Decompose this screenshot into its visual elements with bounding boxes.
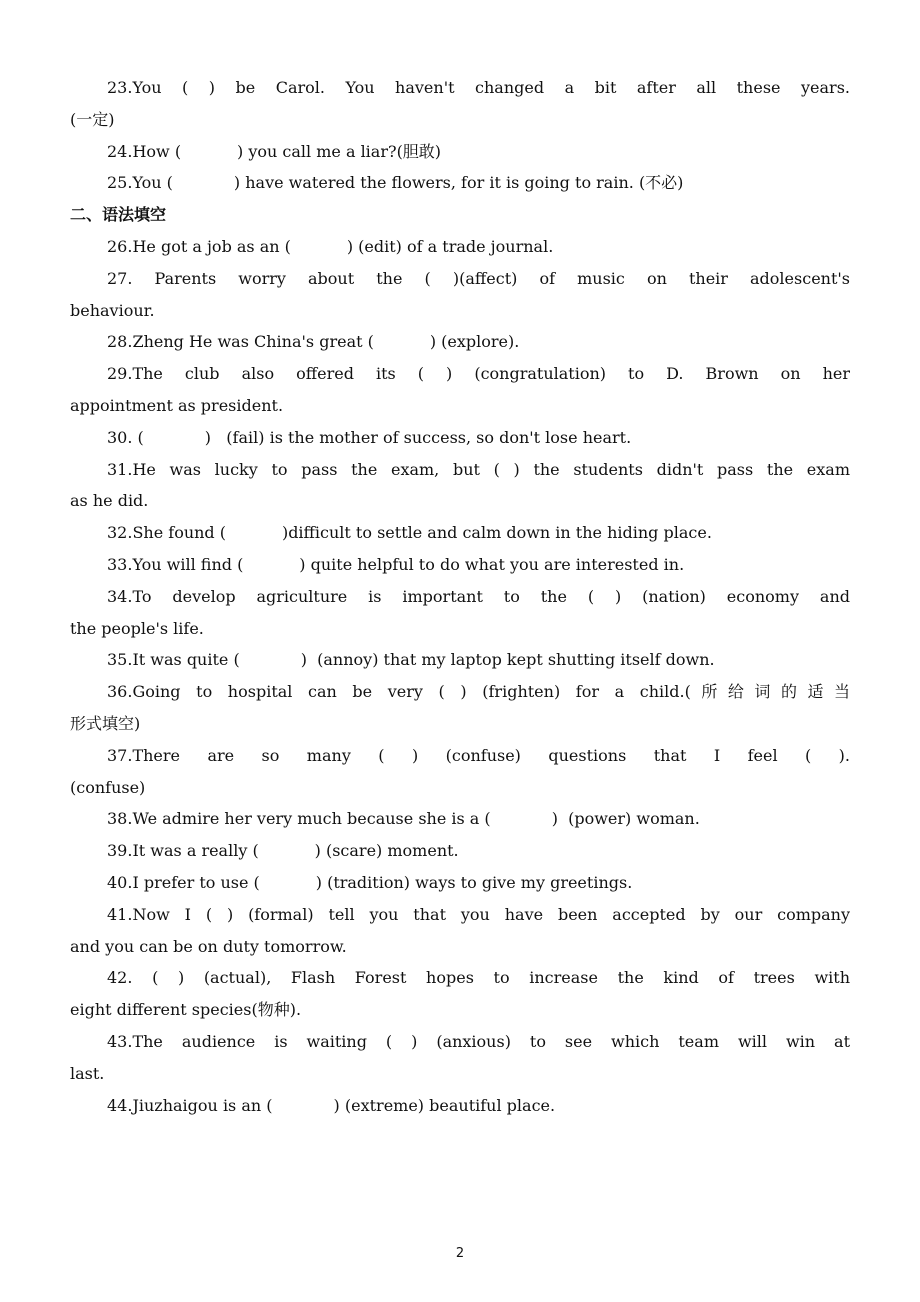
text-line: 32.She found ( )difficult to settle and calm down in the hiding place. [107, 523, 712, 543]
text-line: 33.You will find ( ) quite helpful to do what you are interested in. [107, 554, 685, 574]
text-line: as he did. [70, 491, 149, 511]
text-line: 27. Parents worry about the ( )(affect) of music on their adolescent's [107, 268, 850, 288]
text-line: 30. ( ) (fail) is the mother of success, so don't lose heart. [107, 427, 632, 447]
text-line: 28.Zheng He was China's great ( ) (explore). [107, 332, 520, 352]
text-line: 25.You ( ) have watered the flowers, for it is going to rain. (不必) [107, 173, 684, 193]
text-line: last. [70, 1063, 105, 1083]
text-line: 38.We admire her very much because she is a ( ) (power) woman. [107, 809, 700, 829]
text-line: (confuse) [70, 777, 146, 797]
text-line: 24.How ( ) you call me a liar?(胆敢) [107, 141, 442, 161]
text-line: and you can be on duty tomorrow. [70, 936, 347, 956]
text-line: 43.The audience is waiting ( ) (anxious) to see which team will win at [107, 1031, 850, 1051]
text-line: behaviour. [70, 300, 155, 320]
text-line: 34.To develop agriculture is important to the ( ) (nation) economy and [107, 586, 850, 606]
text-line: 39.It was a really ( ) (scare) moment. [107, 841, 459, 861]
text-line: appointment as president. [70, 395, 284, 415]
text-line: 31.He was lucky to pass the exam, but ( ) the students didn't pass the exam [107, 459, 850, 479]
text-line: 44.Jiuzhaigou is an ( ) (extreme) beautiful place. [107, 1095, 556, 1115]
text-line: (一定) [70, 109, 115, 129]
text-line: 36.Going to hospital can be very ( ) (frighten) for a child.(所给词的适当 [107, 682, 850, 702]
text-line: the people's life. [70, 618, 204, 638]
text-line: 23.You ( ) be Carol. You haven't changed a bit after all these years. [107, 78, 850, 97]
text-line: 42. ( ) (actual), Flash Forest hopes to increase the kind of trees with [107, 968, 850, 988]
text-line: 40.I prefer to use ( ) (tradition) ways to give my greetings. [107, 872, 633, 892]
text-line: 41.Now I ( ) (formal) tell you that you have been accepted by our company [107, 904, 850, 924]
text-line: 37.There are so many ( ) (confuse) questions that I feel ( ). [107, 745, 850, 765]
text-line: 形式填空) [70, 713, 141, 733]
document-body [70, 72, 850, 1121]
text-line: 29.The club also offered its ( ) (congratulation) to D. Brown on her [107, 364, 850, 384]
text-line: 35.It was quite ( ) (annoy) that my laptop kept shutting itself down. [107, 650, 715, 670]
section-heading: 二、语法填空 [70, 205, 167, 225]
text-line: eight different species(物种). [70, 1000, 302, 1020]
text-line: 26.He got a job as an ( ) (edit) of a trade journal. [107, 236, 554, 256]
page-number: 2 [455, 1246, 465, 1261]
